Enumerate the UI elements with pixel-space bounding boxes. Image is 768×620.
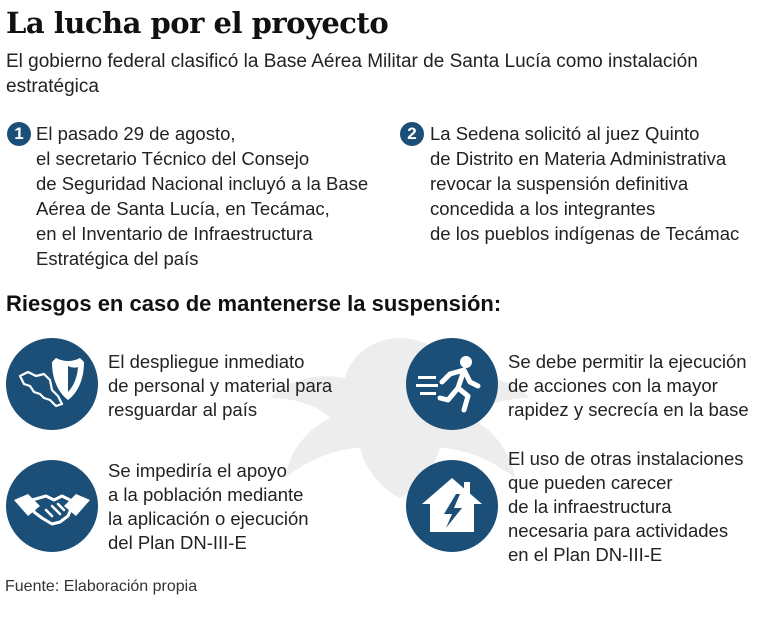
risk-4-line: de la infraestructura — [508, 496, 672, 517]
risk-3-line: a la población mediante — [108, 484, 304, 505]
risk-2-line: de acciones con la mayor — [508, 375, 718, 396]
risk-2-line: rapidez y secrecía en la base — [508, 399, 749, 420]
risk-3-text — [108, 459, 309, 555]
step-2-line: La Sedena solicitó al juez Quinto — [430, 123, 700, 144]
risk-1-line: resguardar al país — [108, 399, 258, 420]
source-note: Fuente: Elaboración propia — [5, 578, 198, 595]
step-1-text — [36, 121, 368, 271]
handshake-icon — [6, 460, 98, 552]
page-title: La lucha por el proyecto — [6, 6, 389, 40]
risk-4-line: que pueden carecer — [508, 472, 673, 493]
damaged-house-icon — [406, 460, 498, 552]
step-2-text — [430, 121, 739, 246]
mexico-shield-icon — [6, 338, 98, 430]
running-person-icon — [406, 338, 498, 430]
risk-1-text — [108, 350, 332, 422]
step-2 — [400, 121, 739, 246]
step-1-line: El pasado 29 de agosto, — [36, 123, 236, 144]
step-1-line: en el Inventario de Infraestructura — [36, 223, 313, 244]
risk-4-line: El uso de otras instalaciones — [508, 448, 744, 469]
step-2-line: de los pueblos indígenas de Tecámac — [430, 223, 740, 244]
step-2-number-badge: 2 — [400, 122, 424, 146]
step-1-line: Estratégica del país — [36, 248, 199, 269]
step-2-line: revocar la suspensión definitiva — [430, 173, 689, 194]
step-1 — [7, 121, 368, 271]
risk-4-line: necesaria para actividades — [508, 520, 729, 541]
risk-4-text — [508, 447, 744, 567]
risk-3-line: la aplicación o ejecución — [108, 508, 309, 529]
page-subtitle: El gobierno federal clasificó la Base Aérea Militar de Santa Lucía como instalación estratégica — [6, 51, 698, 97]
risk-1-line: El despliegue inmediato — [108, 351, 305, 372]
risk-2-line: Se debe permitir la ejecución — [508, 351, 747, 372]
risk-4-line: en el Plan DN-III-E — [508, 544, 663, 565]
risks-heading: Riesgos en caso de mantenerse la suspensión: — [6, 291, 502, 316]
step-2-line: de Distrito en Materia Administrativa — [430, 148, 727, 169]
risk-3-line: del Plan DN-III-E — [108, 532, 247, 553]
step-1-line: el secretario Técnico del Consejo — [36, 148, 310, 169]
step-1-line: Aérea de Santa Lucía, en Tecámac, — [36, 198, 330, 219]
step-1-line: de Seguridad Nacional incluyó a la Base — [36, 173, 369, 194]
step-2-line: concedida a los integrantes — [430, 198, 656, 219]
risk-2-text — [508, 350, 749, 422]
risk-1-line: de personal y material para — [108, 375, 333, 396]
risk-3-line: Se impediría el apoyo — [108, 460, 287, 481]
step-1-number-badge: 1 — [7, 122, 31, 146]
